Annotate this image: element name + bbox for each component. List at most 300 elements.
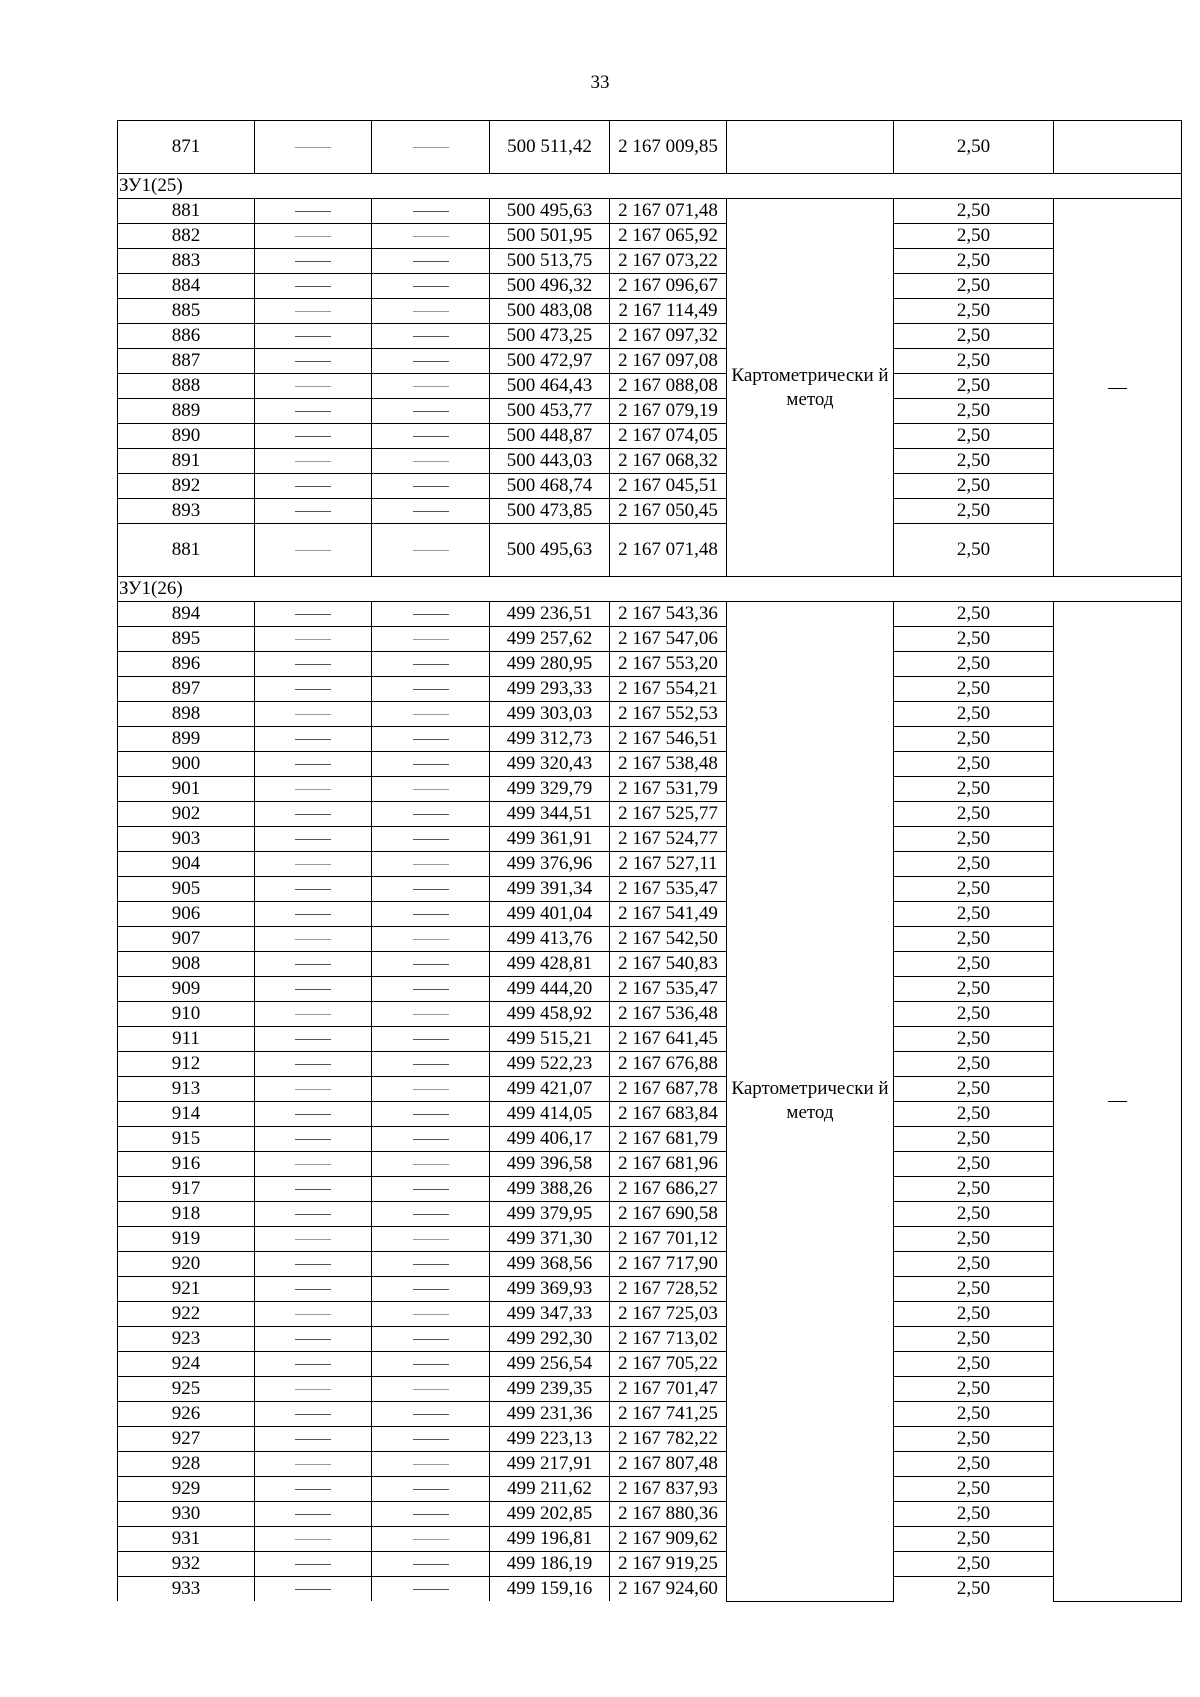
dash-mark [413,361,449,362]
table-row [118,499,1182,524]
x-coordinate: 499 159,16 [490,1577,610,1602]
dash-mark [295,286,331,287]
dash-mark [295,361,331,362]
dash-cell [255,374,372,399]
point-number: 890 [118,424,255,449]
dash-mark [413,1289,449,1290]
dash-mark [295,1364,331,1365]
dash-cell [372,852,490,877]
y-coordinate: 2 167 717,90 [610,1252,727,1277]
dash-cell [255,474,372,499]
dash-mark [413,1314,449,1315]
point-number: 882 [118,224,255,249]
dash-cell [372,224,490,249]
dash-mark [413,1114,449,1115]
dash-mark [413,1089,449,1090]
first-row-block [118,121,1182,174]
dash-mark [295,1314,331,1315]
accuracy-value: 2,50 [894,1052,1054,1077]
dash-mark [295,1189,331,1190]
point-number: 884 [118,274,255,299]
table-row [118,702,1182,727]
dash-cell [255,1127,372,1152]
y-coordinate: 2 167 065,92 [610,224,727,249]
point-number: 921 [118,1277,255,1302]
table-row [118,927,1182,952]
y-coordinate: 2 167 807,48 [610,1452,727,1477]
dash-cell [372,1452,490,1477]
dash-cell [372,877,490,902]
dash-mark [295,1389,331,1390]
point-number: 926 [118,1402,255,1427]
dash-mark [413,1564,449,1565]
table-row [118,121,1182,174]
accuracy-value: 2,50 [894,224,1054,249]
extra-cell: — [1054,199,1182,577]
dash-mark [413,1239,449,1240]
y-coordinate: 2 167 701,12 [610,1227,727,1252]
x-coordinate: 500 496,32 [490,274,610,299]
dash-cell [255,324,372,349]
dash-mark [413,1064,449,1065]
point-number: 881 [118,199,255,224]
point-number: 931 [118,1527,255,1552]
table-row [118,1377,1182,1402]
x-coordinate: 499 217,91 [490,1452,610,1477]
point-number: 871 [118,121,255,174]
accuracy-value: 2,50 [894,627,1054,652]
table-row [118,602,1182,627]
accuracy-value: 2,50 [894,449,1054,474]
dash-cell [372,827,490,852]
y-coordinate: 2 167 741,25 [610,1402,727,1427]
x-coordinate: 500 453,77 [490,399,610,424]
dash-cell [372,424,490,449]
table-row [118,1277,1182,1302]
dash-cell [372,449,490,474]
dash-mark [295,1339,331,1340]
dash-mark [295,461,331,462]
point-number: 909 [118,977,255,1002]
point-number: 891 [118,449,255,474]
x-coordinate: 499 231,36 [490,1402,610,1427]
dash-mark [413,1439,449,1440]
point-number: 924 [118,1352,255,1377]
dash-mark [295,211,331,212]
method-cell: Картометрически й метод [727,199,894,577]
dash-cell [372,1377,490,1402]
dash-mark [413,1189,449,1190]
dash-mark [295,1564,331,1565]
dash-cell [372,374,490,399]
point-number: 907 [118,927,255,952]
table-row [118,902,1182,927]
dash-cell [372,727,490,752]
table-row [118,777,1182,802]
accuracy-value: 2,50 [894,1202,1054,1227]
x-coordinate: 499 396,58 [490,1152,610,1177]
y-coordinate: 2 167 880,36 [610,1502,727,1527]
y-coordinate: 2 167 071,48 [610,524,727,577]
dash-cell [372,249,490,274]
y-coordinate: 2 167 527,11 [610,852,727,877]
accuracy-value: 2,50 [894,1352,1054,1377]
y-coordinate: 2 167 690,58 [610,1202,727,1227]
dash-mark [295,311,331,312]
dash-cell [255,977,372,1002]
dash-cell [372,777,490,802]
accuracy-value: 2,50 [894,1427,1054,1452]
x-coordinate: 499 293,33 [490,677,610,702]
point-number: 911 [118,1027,255,1052]
y-coordinate: 2 167 687,78 [610,1077,727,1102]
dash-cell [372,1527,490,1552]
y-coordinate: 2 167 079,19 [610,399,727,424]
accuracy-value: 2,50 [894,274,1054,299]
point-number: 920 [118,1252,255,1277]
point-number: 927 [118,1427,255,1452]
dash-mark [413,689,449,690]
dash-mark [295,664,331,665]
dash-mark [413,147,449,148]
table-row [118,1202,1182,1227]
x-coordinate: 499 406,17 [490,1127,610,1152]
dash-cell [255,702,372,727]
dash-cell [372,1552,490,1577]
y-coordinate: 2 167 531,79 [610,777,727,802]
table-row [118,727,1182,752]
table-row [118,852,1182,877]
x-coordinate: 500 472,97 [490,349,610,374]
table-row [118,199,1182,224]
y-coordinate: 2 167 073,22 [610,249,727,274]
dash-mark [295,1164,331,1165]
dash-mark [295,147,331,148]
dash-cell [372,1177,490,1202]
x-coordinate: 499 515,21 [490,1027,610,1052]
x-coordinate: 500 473,85 [490,499,610,524]
dash-cell [372,524,490,577]
dash-mark [413,236,449,237]
table-row [118,1327,1182,1352]
table-row [118,1552,1182,1577]
dash-cell [255,1077,372,1102]
y-coordinate: 2 167 837,93 [610,1477,727,1502]
table-row [118,1527,1182,1552]
dash-mark [413,436,449,437]
dash-cell [255,927,372,952]
x-coordinate: 499 361,91 [490,827,610,852]
dash-cell [255,1052,372,1077]
y-coordinate: 2 167 681,79 [610,1127,727,1152]
dash-cell [255,1502,372,1527]
table-row [118,1052,1182,1077]
dash-cell [372,1102,490,1127]
point-number: 918 [118,1202,255,1227]
accuracy-value: 2,50 [894,702,1054,727]
dash-mark [295,1414,331,1415]
dash-mark [295,1439,331,1440]
dash-cell [255,952,372,977]
table-row [118,524,1182,577]
dash-cell [255,449,372,474]
accuracy-value: 2,50 [894,1377,1054,1402]
dash-mark [295,614,331,615]
accuracy-value: 2,50 [894,499,1054,524]
y-coordinate: 2 167 554,21 [610,677,727,702]
dash-mark [295,336,331,337]
y-coordinate: 2 167 536,48 [610,1002,727,1027]
x-coordinate: 499 522,23 [490,1052,610,1077]
dash-cell [255,1477,372,1502]
accuracy-value: 2,50 [894,752,1054,777]
x-coordinate: 499 369,93 [490,1277,610,1302]
dash-mark [413,614,449,615]
x-coordinate: 499 371,30 [490,1227,610,1252]
accuracy-value: 2,50 [894,1277,1054,1302]
point-number: 904 [118,852,255,877]
dash-mark [413,211,449,212]
accuracy-value: 2,50 [894,1152,1054,1177]
dash-cell [372,349,490,374]
point-number: 933 [118,1577,255,1602]
point-number: 916 [118,1152,255,1177]
accuracy-value: 2,50 [894,777,1054,802]
dash-mark [295,486,331,487]
dash-mark [295,411,331,412]
dash-cell [372,677,490,702]
table-row [118,1402,1182,1427]
y-coordinate: 2 167 701,47 [610,1377,727,1402]
dash-mark [295,689,331,690]
table-row [118,1152,1182,1177]
y-coordinate: 2 167 074,05 [610,424,727,449]
dash-cell [255,424,372,449]
dash-cell [372,1027,490,1052]
dash-mark [413,1539,449,1540]
dash-mark [295,1114,331,1115]
y-coordinate: 2 167 681,96 [610,1152,727,1177]
dash-cell [372,1227,490,1252]
table-row [118,449,1182,474]
dash-cell [372,752,490,777]
x-coordinate: 500 464,43 [490,374,610,399]
point-number: 897 [118,677,255,702]
table-row [118,802,1182,827]
dash-mark [295,989,331,990]
table-row [118,652,1182,677]
x-coordinate: 499 368,56 [490,1252,610,1277]
y-coordinate: 2 167 553,20 [610,652,727,677]
dash-mark [413,889,449,890]
accuracy-value: 2,50 [894,399,1054,424]
dash-cell [255,1552,372,1577]
dash-cell [372,399,490,424]
dash-mark [413,486,449,487]
x-coordinate: 500 473,25 [490,324,610,349]
accuracy-value: 2,50 [894,827,1054,852]
point-number: 923 [118,1327,255,1352]
accuracy-value: 2,50 [894,121,1054,174]
accuracy-value: 2,50 [894,1452,1054,1477]
table-row [118,677,1182,702]
dash-mark [413,1264,449,1265]
point-number: 893 [118,499,255,524]
table-row [118,274,1182,299]
dash-cell [255,1227,372,1252]
point-number: 894 [118,602,255,627]
dash-cell [255,1577,372,1602]
accuracy-value: 2,50 [894,1402,1054,1427]
x-coordinate: 499 292,30 [490,1327,610,1352]
x-coordinate: 499 202,85 [490,1502,610,1527]
dash-mark [413,1389,449,1390]
y-coordinate: 2 167 919,25 [610,1552,727,1577]
point-number: 928 [118,1452,255,1477]
point-number: 896 [118,652,255,677]
accuracy-value: 2,50 [894,349,1054,374]
dash-mark [295,764,331,765]
table-row [118,1077,1182,1102]
table-row [118,977,1182,1002]
table-row [118,424,1182,449]
x-coordinate: 499 211,62 [490,1477,610,1502]
dash-mark [413,789,449,790]
y-coordinate: 2 167 097,08 [610,349,727,374]
x-coordinate: 499 344,51 [490,802,610,827]
dash-mark [413,1464,449,1465]
dash-mark [295,511,331,512]
dash-mark [413,864,449,865]
dash-cell [372,1352,490,1377]
dash-cell [255,274,372,299]
y-coordinate: 2 167 909,62 [610,1527,727,1552]
dash-cell [372,1402,490,1427]
table-row [118,1477,1182,1502]
dash-cell [372,121,490,174]
point-number: 901 [118,777,255,802]
table-row [118,827,1182,852]
dash-mark [295,386,331,387]
point-number: 889 [118,399,255,424]
point-number: 906 [118,902,255,927]
coordinates-table [117,120,1182,1602]
x-coordinate: 499 312,73 [490,727,610,752]
dash-cell [372,902,490,927]
dash-mark [413,386,449,387]
dash-cell [255,1427,372,1452]
table-row [118,1227,1182,1252]
y-coordinate: 2 167 540,83 [610,952,727,977]
table-row [118,299,1182,324]
point-number: 925 [118,1377,255,1402]
accuracy-value: 2,50 [894,524,1054,577]
y-coordinate: 2 167 097,32 [610,324,727,349]
y-coordinate: 2 167 705,22 [610,1352,727,1377]
dash-mark [413,914,449,915]
dash-mark [413,311,449,312]
y-coordinate: 2 167 546,51 [610,727,727,752]
dash-cell [255,1452,372,1477]
y-coordinate: 2 167 096,67 [610,274,727,299]
y-coordinate: 2 167 088,08 [610,374,727,399]
x-coordinate: 499 414,05 [490,1102,610,1127]
dash-mark [413,964,449,965]
dash-mark [295,550,331,551]
dash-cell [255,1152,372,1177]
table-row [118,1027,1182,1052]
point-number: 903 [118,827,255,852]
y-coordinate: 2 167 068,32 [610,449,727,474]
dash-mark [295,1464,331,1465]
dash-cell [255,224,372,249]
dash-mark [413,1039,449,1040]
dash-cell [372,977,490,1002]
dash-cell [255,877,372,902]
point-number: 930 [118,1502,255,1527]
dash-cell [255,299,372,324]
dash-cell [372,324,490,349]
dash-cell [255,1402,372,1427]
dash-mark [413,739,449,740]
accuracy-value: 2,50 [894,424,1054,449]
dash-mark [295,236,331,237]
accuracy-value: 2,50 [894,1227,1054,1252]
accuracy-value: 2,50 [894,1502,1054,1527]
dash-cell [255,852,372,877]
dash-mark [413,261,449,262]
x-coordinate: 500 501,95 [490,224,610,249]
point-number: 915 [118,1127,255,1152]
point-number: 899 [118,727,255,752]
dash-cell [255,1277,372,1302]
dash-cell [255,1177,372,1202]
dash-cell [372,1002,490,1027]
y-coordinate: 2 167 009,85 [610,121,727,174]
y-coordinate: 2 167 538,48 [610,752,727,777]
section-zu1-26 [118,577,1182,1602]
x-coordinate: 499 329,79 [490,777,610,802]
point-number: 895 [118,627,255,652]
x-coordinate: 499 388,26 [490,1177,610,1202]
dash-cell [255,752,372,777]
dash-mark [413,939,449,940]
dash-cell [372,1077,490,1102]
dash-mark [413,1139,449,1140]
dash-cell [372,627,490,652]
dash-cell [372,199,490,224]
dash-cell [372,1152,490,1177]
dash-mark [413,814,449,815]
dash-mark [295,436,331,437]
table-row [118,349,1182,374]
accuracy-value: 2,50 [894,299,1054,324]
table-row [118,1302,1182,1327]
y-coordinate: 2 167 713,02 [610,1327,727,1352]
x-coordinate: 500 483,08 [490,299,610,324]
method-cell [727,121,894,174]
y-coordinate: 2 167 547,06 [610,627,727,652]
table-row [118,1002,1182,1027]
x-coordinate: 499 196,81 [490,1527,610,1552]
point-number: 922 [118,1302,255,1327]
method-cell: Картометрически й метод [727,602,894,1602]
point-number: 887 [118,349,255,374]
accuracy-value: 2,50 [894,1102,1054,1127]
point-number: 914 [118,1102,255,1127]
accuracy-value: 2,50 [894,852,1054,877]
table-row [118,399,1182,424]
